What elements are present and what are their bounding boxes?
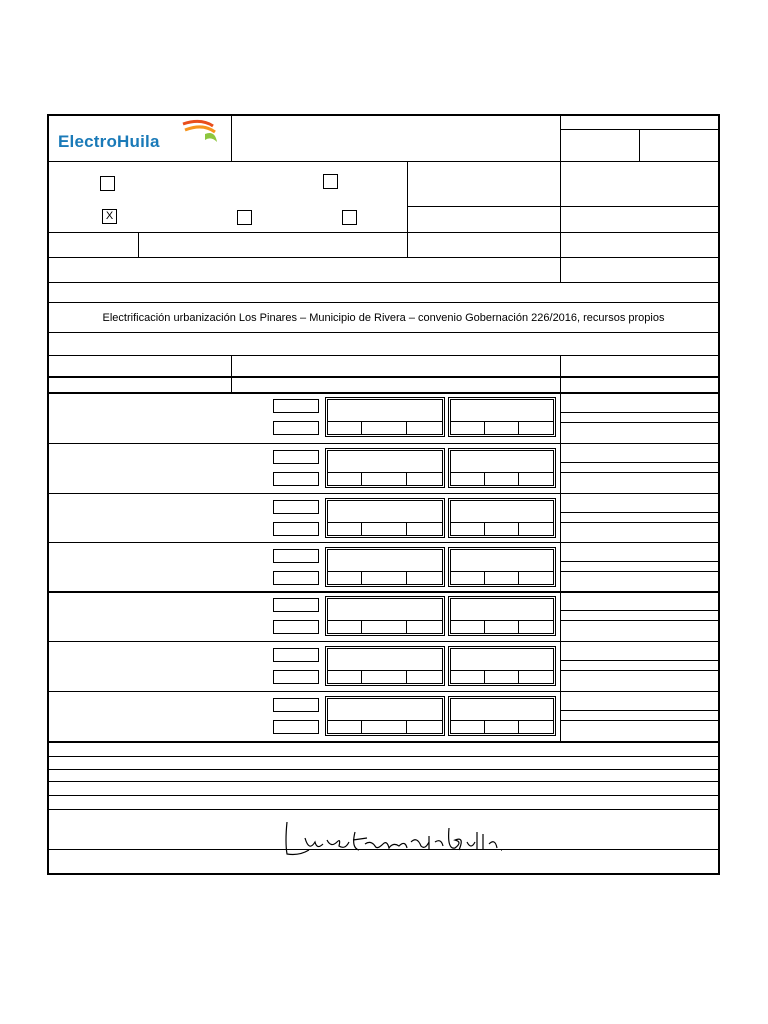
checkbox-checked[interactable]: X [102,209,117,224]
data-row-group [49,592,718,640]
measurement-box [448,547,556,587]
value-box[interactable] [273,399,319,413]
value-box[interactable] [273,720,319,734]
electrohuila-logo [55,118,231,158]
value-box[interactable] [273,450,319,464]
checkbox[interactable] [323,174,338,189]
logo-text: ElectroHuila [58,132,160,151]
value-box[interactable] [273,522,319,536]
value-box[interactable] [273,571,319,585]
value-box[interactable] [273,421,319,435]
value-box[interactable] [273,698,319,712]
value-box[interactable] [273,620,319,634]
data-row-group [49,543,718,591]
project-description: Electrificación urbanización Los Pinares – Municipio de Rivera – convenio Gobernación 226/2016, recursos propios [102,312,665,324]
signature-image [279,812,519,862]
value-box[interactable] [273,549,319,563]
measurement-box [448,397,556,437]
measurement-box [325,646,445,686]
data-row-group [49,642,718,690]
measurement-box [448,646,556,686]
checkbox[interactable] [237,210,252,225]
value-box[interactable] [273,500,319,514]
measurement-box [325,696,445,736]
value-box[interactable] [273,670,319,684]
data-row-group [49,494,718,542]
value-box[interactable] [273,598,319,612]
measurement-box [448,596,556,636]
value-box[interactable] [273,648,319,662]
data-row-group [49,393,718,441]
checkbox[interactable] [100,176,115,191]
measurement-box [325,498,445,538]
measurement-box [325,547,445,587]
measurement-box [325,397,445,437]
measurement-box [325,448,445,488]
form-sheet [47,114,720,875]
measurement-box [448,696,556,736]
data-row-group [49,444,718,492]
measurement-box [325,596,445,636]
measurement-box [448,448,556,488]
measurement-box [448,498,556,538]
data-row-group [49,692,718,740]
value-box[interactable] [273,472,319,486]
checkbox[interactable] [342,210,357,225]
